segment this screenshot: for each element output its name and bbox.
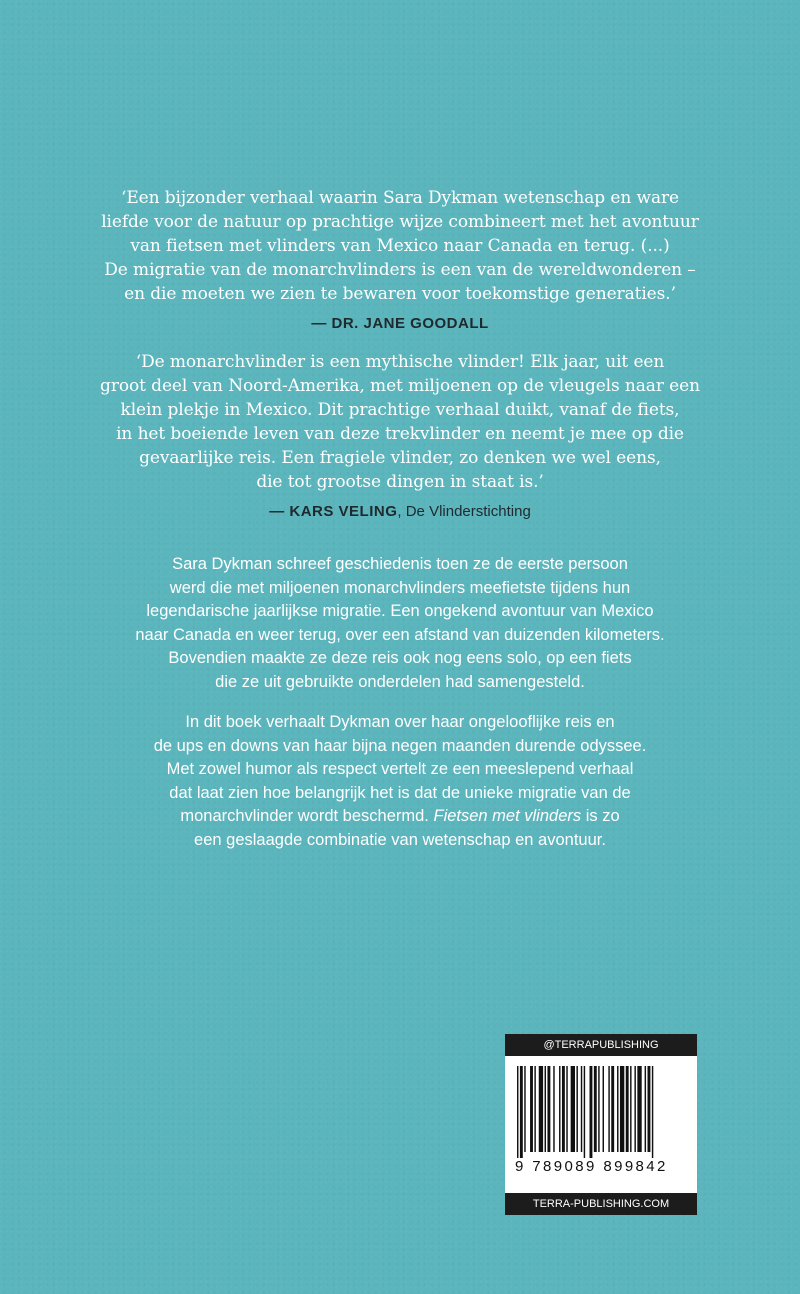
quote-attribution <box>70 314 730 334</box>
barcode-bar <box>611 1066 614 1152</box>
blurb-line: die ze uit gebruikte onderdelen had samengesteld. <box>215 672 585 691</box>
quote-line: klein plekje in Mexico. Dit prachtige verhaal duikt, vanaf de fiets, <box>120 400 680 420</box>
quote-text <box>70 186 730 306</box>
quote-goodall <box>70 186 730 334</box>
barcode-bar <box>576 1066 577 1152</box>
blurb-paragraph-1 <box>70 553 730 694</box>
attribution-name: — DR. JANE GOODALL <box>311 315 489 332</box>
isbn-digits: 9 789089 899842 <box>515 1158 668 1175</box>
barcode-bar <box>620 1066 624 1152</box>
barcode-bar <box>517 1066 518 1158</box>
barcode-bar <box>584 1066 585 1158</box>
quote-line: van fietsen met vlinders van Mexico naar Canada en terug. (...) <box>130 236 670 256</box>
blurb-paragraph-2 <box>70 711 730 852</box>
publisher-website: TERRA-PUBLISHING.COM <box>505 1193 697 1215</box>
barcode-bar <box>553 1066 554 1152</box>
barcode-bar <box>547 1066 550 1152</box>
barcode-bar <box>637 1066 641 1152</box>
blurb-line: dat laat zien hoe belangrijk het is dat de unieke migratie van de <box>169 783 631 802</box>
barcode-bar <box>520 1066 523 1158</box>
quote-attribution <box>70 502 730 522</box>
barcode-bar <box>598 1066 599 1152</box>
barcode-bar <box>648 1066 651 1152</box>
barcode-bar <box>581 1066 582 1152</box>
barcode-bar <box>645 1066 646 1152</box>
barcode-box <box>505 1034 697 1215</box>
quote-line: ‘Een bijzonder verhaal waarin Sara Dykman wetenschap en ware <box>121 188 679 208</box>
barcode-bar <box>539 1066 543 1152</box>
barcode-bar <box>594 1066 597 1152</box>
barcode-bar <box>534 1066 535 1152</box>
quote-line: in het boeiende leven van deze trekvlinder en neemt je mee op die <box>116 424 684 444</box>
barcode-bar <box>652 1066 653 1158</box>
quote-line: die tot grootse dingen in staat is.’ <box>256 472 544 492</box>
quote-veling <box>70 350 730 522</box>
barcode-bar <box>630 1066 631 1152</box>
blurb-line: werd die met miljoenen monarchvlinders meefietste tijdens hun <box>169 578 631 597</box>
quote-line: ‘De monarchvlinder is een mythische vlinder! Elk jaar, uit een <box>135 352 665 372</box>
publisher-handle: @TERRAPUBLISHING <box>505 1034 697 1056</box>
blurb-line: monarchvlinder wordt beschermd. <box>180 807 429 825</box>
isbn-barcode <box>517 1066 685 1158</box>
blurb-line: naar Canada en weer terug, over een afstand van duizenden kilometers. <box>135 625 665 644</box>
barcode-bar <box>545 1066 546 1152</box>
blurb-line: Sara Dykman schreef geschiedenis toen ze de eerste persoon <box>172 555 628 573</box>
barcode-bar <box>562 1066 565 1152</box>
barcode-bar <box>571 1066 575 1152</box>
barcode-bar <box>608 1066 609 1152</box>
quote-line: gevaarlijke reis. Een fragiele vlinder, zo denken we wel eens, <box>139 448 661 468</box>
quote-line: en die moeten we zien te bewaren voor toekomstige generaties.’ <box>124 284 676 304</box>
book-title: Fietsen met vlinders <box>433 807 582 825</box>
barcode-bar <box>530 1066 533 1152</box>
blurb-line: In dit boek verhaalt Dykman over haar ongelooflijke reis en <box>185 713 615 731</box>
quote-line: groot deel van Noord-Amerika, met miljoenen op de vleugels naar een <box>100 376 700 396</box>
barcode-bar <box>566 1066 567 1152</box>
barcode-bar <box>524 1066 525 1152</box>
barcode-bar <box>559 1066 560 1152</box>
barcode-bar <box>603 1066 604 1152</box>
attribution-org: , De Vlinderstichting <box>397 503 531 520</box>
barcode-bar <box>617 1066 618 1152</box>
blurb-line: Bovendien maakte ze deze reis ook nog eens solo, op een fiets <box>168 649 632 667</box>
quote-text <box>70 350 730 494</box>
barcode-bar <box>626 1066 629 1152</box>
blurb-line-tail: is zo <box>581 807 620 825</box>
quote-line: De migratie van de monarchvlinders is een van de wereldwonderen – <box>104 260 696 280</box>
blurb-line: legendarische jaarlijkse migratie. Een ongekend avontuur van Mexico <box>146 602 654 620</box>
quote-line: liefde voor de natuur op prachtige wijze combineert met het avontuur <box>101 212 699 232</box>
barcode-bar <box>590 1066 593 1158</box>
attribution-name: — KARS VELING <box>269 503 398 520</box>
blurb-line: Met zowel humor als respect vertelt ze een meeslepend verhaal <box>166 760 634 778</box>
blurb-line: de ups en downs van haar bijna negen maanden durende odyssee. <box>153 736 647 755</box>
barcode-bar <box>634 1066 635 1152</box>
blurb-line: een geslaagde combinatie van wetenschap en avontuur. <box>194 830 606 849</box>
